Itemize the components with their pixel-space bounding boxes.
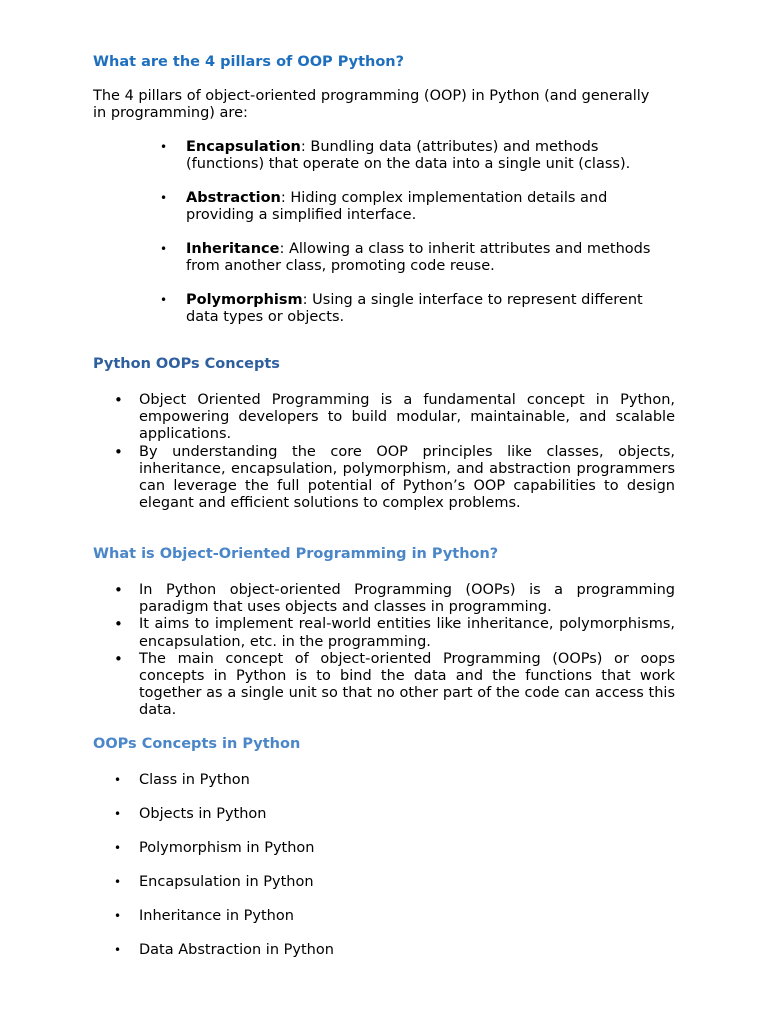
section-heading-oops-concepts-in-python: OOPs Concepts in Python [93, 736, 301, 752]
list-item [93, 840, 675, 874]
list-item [93, 292, 675, 326]
oops-concepts-list [93, 392, 675, 512]
list-item-text: It aims to implement real-world entities like inheritance, polymorphisms, encapsulation, etc. in the programming. [139, 616, 675, 650]
list-item-text: Data Abstraction in Python [139, 942, 334, 958]
pillars-intro-paragraph: The 4 pillars of object-oriented programming (OOP) in Python (and generally in programming) are: [93, 88, 650, 121]
list-item [93, 392, 675, 444]
oops-topics-list [93, 772, 675, 976]
bullet-icon: • [114, 615, 123, 634]
bullet-icon: • [160, 293, 168, 307]
list-item-text: Object Oriented Programming is a fundamental concept in Python, empowering developers to build modular, maintainable, and scalable applications. [139, 392, 675, 443]
list-item-text: Polymorphism in Python [139, 840, 315, 856]
bullet-icon: • [114, 442, 123, 461]
list-item-text: Encapsulation in Python [139, 874, 314, 890]
list-item [93, 190, 675, 224]
bullet-icon: • [114, 943, 122, 957]
bullet-icon: • [114, 875, 122, 889]
list-item [93, 241, 675, 275]
list-item-text: Objects in Python [139, 806, 267, 822]
pillar-description: : Bundling data (attributes) and methods (functions) that operate on the data into a single unit (class). [186, 139, 631, 172]
list-item-text: Inheritance in Python [139, 908, 294, 924]
what-is-oop-list [93, 582, 675, 720]
bullet-icon: • [160, 191, 168, 205]
list-item-text: Class in Python [139, 772, 250, 788]
list-item [93, 651, 675, 720]
list-item [93, 942, 675, 976]
list-item [93, 582, 675, 616]
list-item-text: By understanding the core OOP principles like classes, objects, inheritance, encapsulation, polymorphism, and abstraction programmers can leverage the full potential of Python’s OOP capabilities to design elegant and efficient solutions to complex problems. [139, 443, 675, 512]
bullet-icon: • [114, 649, 123, 668]
list-item [93, 874, 675, 908]
bullet-icon: • [160, 140, 168, 154]
section-heading-what-is-oop: What is Object-Oriented Programming in Python? [93, 546, 499, 562]
pillar-term: Polymorphism [186, 292, 303, 308]
pillar-term: Encapsulation [186, 139, 301, 155]
section-heading-pillars: What are the 4 pillars of OOP Python? [93, 54, 405, 70]
pillars-list [93, 139, 675, 343]
bullet-icon: • [160, 242, 168, 256]
list-item [93, 444, 675, 513]
list-item-text: In Python object-oriented Programming (OOPs) is a programming paradigm that uses objects and classes in programming. [139, 582, 675, 616]
bullet-icon: • [114, 909, 122, 923]
bullet-icon: • [114, 841, 122, 855]
list-item [93, 772, 675, 806]
pillar-term: Inheritance [186, 241, 280, 257]
bullet-icon: • [114, 391, 123, 409]
bullet-icon: • [114, 773, 122, 787]
bullet-icon: • [114, 581, 123, 599]
pillar-term: Abstraction [186, 190, 281, 206]
list-item-text: The main concept of object-oriented Programming (OOPs) or oops concepts in Python is to bind the data and the functions that work together as a single unit so that no other part of the code can access this data. [139, 650, 675, 719]
list-item [93, 616, 675, 650]
section-heading-python-oops-concepts: Python OOPs Concepts [93, 356, 280, 372]
list-item [93, 908, 675, 942]
pillar-description: : Allowing a class to inherit attributes and methods from another class, promoting code reuse. [186, 241, 651, 274]
pillar-description: : Using a single interface to represent different data types or objects. [186, 292, 643, 325]
bullet-icon: • [114, 807, 122, 821]
list-item [93, 806, 675, 840]
pillar-description: : Hiding complex implementation details and providing a simplified interface. [186, 190, 608, 223]
list-item [93, 139, 675, 173]
